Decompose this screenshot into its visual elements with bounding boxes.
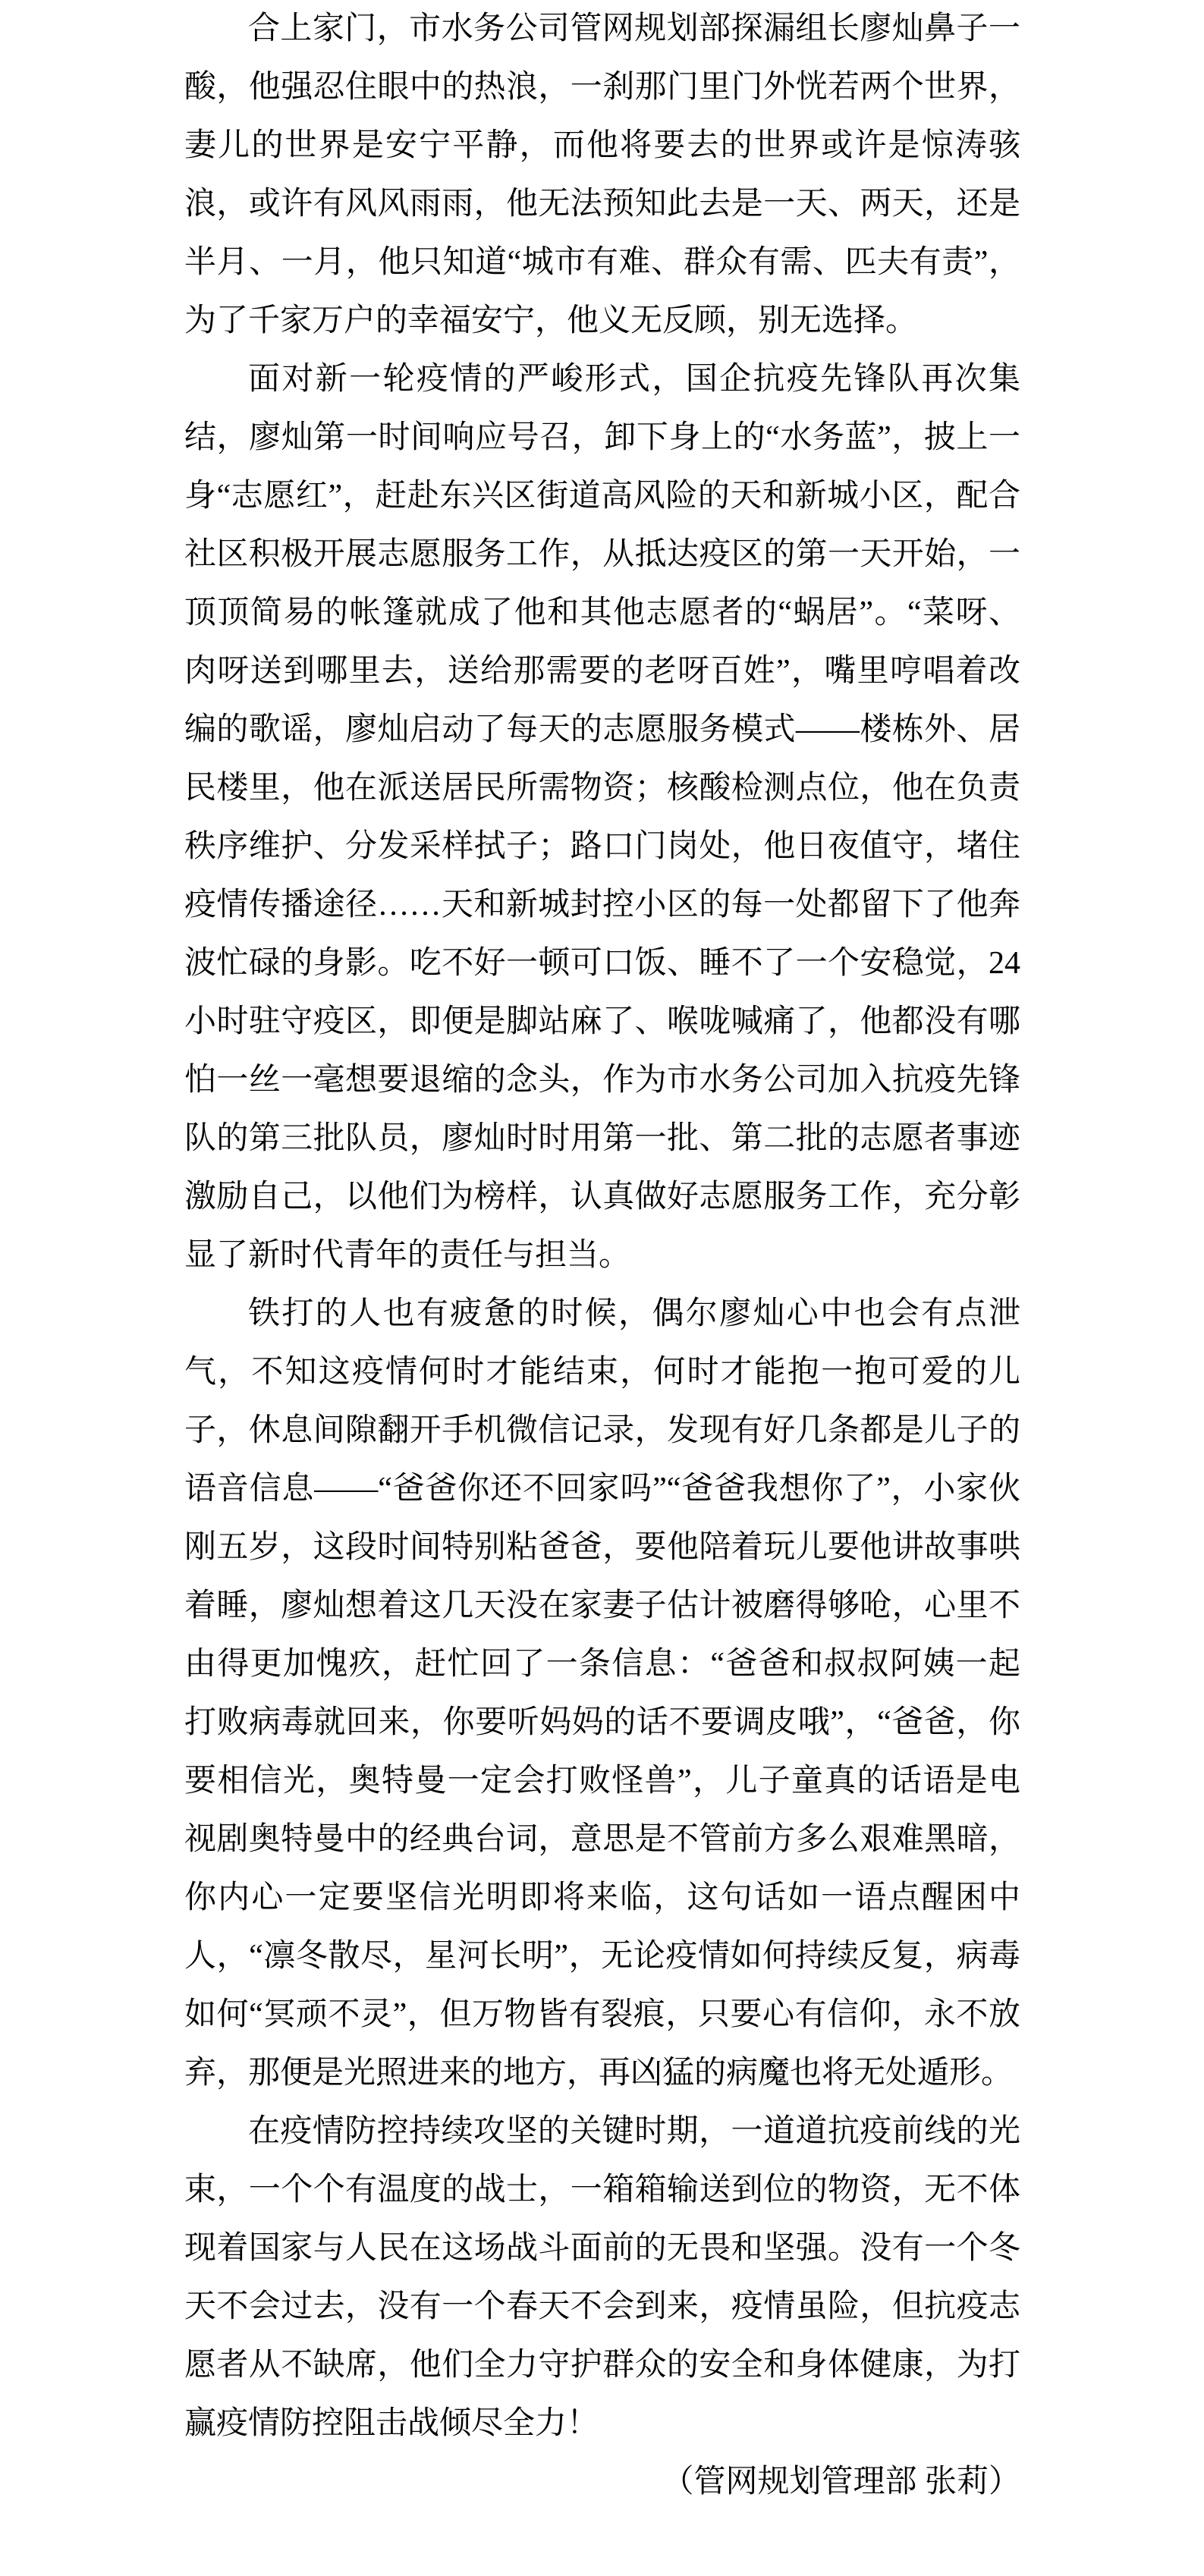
paragraph-1: 合上家门，市水务公司管网规划部探漏组长廖灿鼻子一酸，他强忍住眼中的热浪，一刹那门里门外恍若两个世界，妻儿的世界是安宁平静，而他将要去的世界或许是惊涛骇浪，或许有风风雨雨，他无法预知此去是一天、两天，还是半月、一月，他只知道“城市有难、群众有需、匹夫有责”，为了千家万户的幸福安宁，他义无反顾，别无选择。 [184,11,1020,338]
author-signature: （管网规划管理部 张莉） [662,2464,1020,2499]
paragraph-2: 面对新一轮疫情的严峻形式，国企抗疫先锋队再次集结，廖灿第一时间响应号召，卸下身上的“水务蓝”，披上一身“志愿红”，赶赴东兴区街道高风险的天和新城小区，配合社区积极开展志愿服务工作，从抵达疫区的第一天开始，一顶顶简易的帐篷就成了他和其他志愿者的“蜗居”。“菜呀、肉呀送到哪里去，送给那需要的老呀百姓”，嘴里哼唱着改编的歌谣，廖灿启动了每天的志愿服务模式——楼栋外、居民楼里，他在派送居民所需物资；核酸检测点位，他在负责秩序维护、分发采样拭子；路口门岗处，他日夜值守，堵住疫情传播途径……天和新城封控小区的每一处都留下了他奔波忙碌的身影。吃不好一顿可口饭、睡不了一个安稳觉，24 小时驻守疫区，即便是脚站麻了、喉咙喊痛了，他都没有哪怕一丝一毫想要退缩的念头，作为市水务公司加入抗疫先锋队的第三批队员，廖灿时时用第一批、第二批的志愿者事迹激励自己，以他们为榜样，认真做好志愿服务工作，充分彰显了新时代青年的责任与担当。 [184,362,1020,1273]
document-body [184,0,1020,2512]
paragraph-3: 铁打的人也有疲惫的时候，偶尔廖灿心中也会有点泄气，不知这疫情何时才能结束，何时才能抱一抱可爱的儿子，休息间隙翻开手机微信记录，发现有好几条都是儿子的语音信息——“爸爸你还不回家吗”“爸爸我想你了”，小家伙刚五岁，这段时间特别粘爸爸，要他陪着玩儿要他讲故事哄着睡，廖灿想着这几天没在家妻子估计被磨得够呛，心里不由得更加愧疚，赶忙回了一条信息：“爸爸和叔叔阿姨一起打败病毒就回来，你要听妈妈的话不要调皮哦”，“爸爸，你要相信光，奥特曼一定会打败怪兽”，儿子童真的话语是电视剧奥特曼中的经典台词，意思是不管前方多么艰难黑暗，你内心一定要坚信光明即将来临，这句话如一语点醒困中人，“凛冬散尽，星河长明”，无论疫情如何持续反复，病毒如何“冥顽不灵”，但万物皆有裂痕，只要心有信仰，永不放弃，那便是光照进来的地方，再凶猛的病魔也将无处遁形。 [184,1296,1020,2091]
paragraph-4: 在疫情防控持续攻坚的关键时期，一道道抗疫前线的光束，一个个有温度的战士，一箱箱输送到位的物资，无不体现着国家与人民在这场战斗面前的无畏和坚强。没有一个冬天不会过去，没有一个春天不会到来，疫情虽险，但抗疫志愿者从不缺席，他们全力守护群众的安全和身体健康，为打赢疫情防控阻击战倾尽全力！ [184,2114,1020,2441]
